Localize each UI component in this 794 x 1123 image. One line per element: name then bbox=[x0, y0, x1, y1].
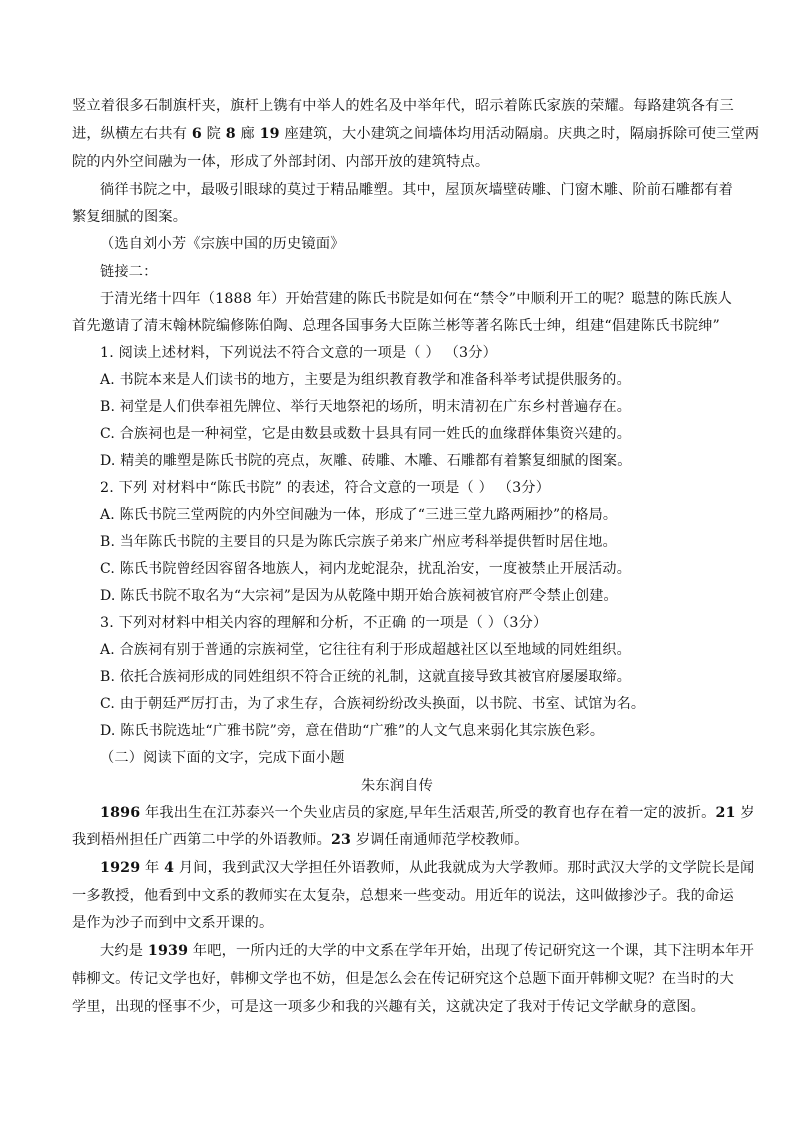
section-heading: （二）阅读下面的文字，完成下面小题 bbox=[100, 750, 345, 766]
paragraph-line: 我到梧州担任广西第二中学的外语教师。23 岁调任南通师范学校教师。 bbox=[72, 832, 529, 848]
question-3-option-a: A. 合族祠有别于普通的宗族祠堂，它往往有利于形成超越社区以至地域的同姓组织。 bbox=[100, 642, 631, 658]
question-2-option-c: C. 陈氏书院曾经因容留各地族人，祠内龙蛇混杂，扰乱治安，一度被禁止开展活动。 bbox=[100, 561, 631, 577]
paragraph-line: 一多教授，他看到中文系的教师实在太复杂，总想来一些变动。用近年的说法，这叫做掺沙子。我的命运 bbox=[72, 888, 734, 904]
paragraph-line: 竖立着很多石制旗杆夹，旗杆上镌有中举人的姓名及中举年代，昭示着陈氏家族的荣耀。每路建筑各有三 bbox=[72, 98, 734, 114]
paragraph-line: 1929 年 4 月间，我到武汉大学担任外语教师，从此我就成为大学教师。那时武汉大学的文学院长是闻 bbox=[100, 860, 755, 876]
question-1-option-b: B. 祠堂是人们供奉祖先牌位、举行天地祭祀的场所，明末清初在广东乡村普遍存在。 bbox=[100, 399, 631, 415]
link2-label: 链接二： bbox=[100, 264, 158, 280]
paragraph-line: 学里，出现的怪事不少，可是这一项多少和我的兴趣有关，这就决定了我对于传记文学献身的意图。 bbox=[72, 999, 706, 1015]
question-1-option-d: D. 精美的雕塑是陈氏书院的亮点，灰雕、砖雕、木雕、石雕都有着繁复细腻的图案。 bbox=[100, 453, 632, 469]
question-1-stem: 1. 阅读上述材料，下列说法不符合文意的一项是（ ） （3分） bbox=[100, 345, 497, 361]
paragraph-line: 进，纵横左右共有 6 院 8 廊 19 座建筑，大小建筑之间墙体均用活动隔扇。庆典之时，隔扇拆除可使三堂两 bbox=[72, 126, 760, 142]
article-title: 朱东润自传 bbox=[361, 778, 433, 794]
paragraph-line: 院的内外空间融为一体，形成了外部封闭、内部开放的建筑特点。 bbox=[72, 154, 490, 170]
question-3-option-b: B. 依托合族祠形成的同姓组织不符合正统的礼制，这就直接导致其被官府屡屡取缔。 bbox=[100, 669, 631, 685]
question-1-option-a: A. 书院本来是人们读书的地方，主要是为组织教育教学和准备科举考试提供服务的。 bbox=[100, 372, 631, 388]
source-citation: （选自刘小芳《宗族中国的历史镜面》 bbox=[100, 236, 345, 252]
question-2-option-d: D. 陈氏书院不取名为“大宗祠”是因为从乾隆中期开始合族祠被官府严令禁止创建。 bbox=[100, 588, 618, 604]
paragraph-line: 大约是 1939 年吧，一所内迁的大学的中文系在学年开始，出现了传记研究这一个课，其下注明本年开 bbox=[100, 943, 754, 959]
paragraph-line: 于清光绪十四年（1888 年）开始营建的陈氏书院是如何在“禁令”中顺利开工的呢？聪慧的陈氏族人 bbox=[100, 291, 733, 307]
paragraph-line: 韩柳文。传记文学也好，韩柳文学也不妨，但是怎么会在传记研究这个总题下面开韩柳文呢？在当时的大 bbox=[72, 971, 734, 987]
paragraph-line: 徜徉书院之中，最吸引眼球的莫过于精品雕塑。其中，屋顶灰墙壁砖雕、门窗木雕、阶前石雕都有着 bbox=[100, 182, 734, 198]
question-1-option-c: C. 合族祠也是一种祠堂，它是由数县或数十县具有同一姓氏的血缘群体集资兴建的。 bbox=[100, 426, 631, 442]
paragraph-line: 1896 年我出生在江苏泰兴一个失业店员的家庭,早年生活艰苦,所受的教育也存在着一定的波折。21 岁 bbox=[100, 805, 755, 821]
paragraph-line: 首先邀请了清末翰林院编修陈伯陶、总理各国事务大臣陈兰彬等著名陈氏士绅，组建“倡建陈氏书院绅” bbox=[72, 318, 720, 334]
question-3-option-d: D. 陈氏书院选址“广雅书院”旁，意在借助“广雅”的人文气息来弱化其宗族色彩。 bbox=[100, 723, 605, 739]
paragraph-line: 是作为沙子而到中文系开课的。 bbox=[72, 915, 274, 931]
question-2-stem: 2. 下列 对材料中“陈氏书院” 的表述，符合文意的一项是（ ） （3分） bbox=[100, 480, 551, 496]
question-3-option-c: C. 由于朝廷严厉打击，为了求生存，合族祠纷纷改头换面，以书院、书室、试馆为名。 bbox=[100, 696, 646, 712]
question-2-option-a: A. 陈氏书院三堂两院的内外空间融为一体，形成了“三进三堂九路两厢抄”的格局。 bbox=[100, 507, 618, 523]
paragraph-line: 繁复细腻的图案。 bbox=[72, 209, 188, 225]
question-3-stem: 3. 下列对材料中相关内容的理解和分析，不正确 的一项是（ ）（3分） bbox=[100, 615, 548, 631]
question-2-option-b: B. 当年陈氏书院的主要目的只是为陈氏宗族子弟来广州应考科举提供暂时居住地。 bbox=[100, 534, 617, 550]
